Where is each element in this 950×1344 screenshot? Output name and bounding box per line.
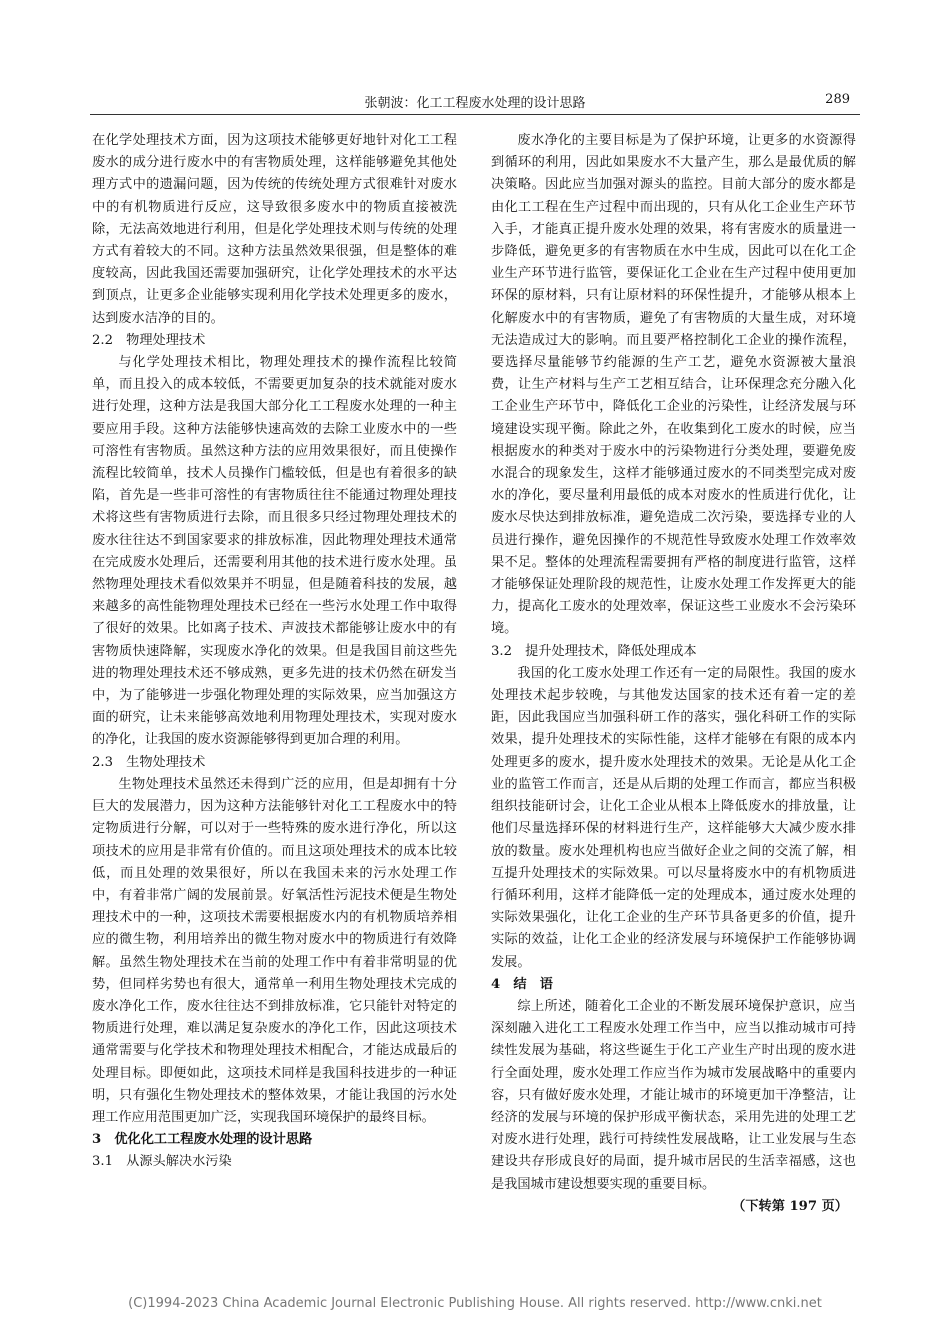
section-heading-3-1: 3.1 从源头解决水污染 [92, 1154, 232, 1170]
copyright-footer: (C)1994-2023 China Academic Journal Electronic Publishing House. All rights reserved. http://www.cnki.net [128, 1296, 822, 1311]
paragraph: 在化学处理技术方面，因为这项技术能够更好地针对化工工程废水的成分进行废水中的有害物质处理，这样能够避免其他处理方式中的遗漏问题，因为传统的传统处理方式很难针对废水中的有机物质进行反应，这导致很多废水中的物质直接被洗除，无法高效地进行利用，但是化学处理技术则与传统的处理方式有着较大的不同。这种方法虽然效果很强，但是整体的难度较高，因此我国还需要加强研究，让化学处理技术的水平达到顶点，让更多企业能够实现利用化学技术处理更多的废水，达到废水洁净的目的。 [92, 133, 457, 326]
running-title: 张朝波：化工工程废水处理的设计思路 [364, 96, 586, 111]
section-heading-3-2: 3.2 提升处理技术，降低处理成本 [491, 643, 697, 659]
paragraph: 与化学处理技术相比，物理处理技术的操作流程比较简单，而且投入的成本较低，不需要更加复杂的技术就能对废水进行处理，这种方法是我国大部分化工工程废水处理的一种主要应用手段。这种方法能够快速高效的去除工业废水中的一些可溶性有害物质。虽然这种方法的应用效果很好，而且使操作流程比较简单，技术人员操作门槛较低，但是也有着很多的缺陷，首先是一些非可溶性的有害物质往往不能通过物理处理技术将这些有害物质进行去除，而且很多只经过物理处理技术的废水往往达不到国家要求的排放标准，因此物理处理技术通常在完成废水处理后，还需要利用其他的技术进行废水处理。虽然物理处理技术看似效果并不明显，但是随着科技的发展，越来越多的高性能物理处理技术已经在一些污水处理工作中取得了很好的效果。比如离子技术、声波技术都能够让废水中的有害物质快速降解，实现废水净化的效果。但是我国目前这些先进的物理处理技术还不够成熟，更多先进的技术仍然在研发当中，为了能够进一步强化物理处理的实际效果，应当加强这方面的研究，让未来能够高效地利用物理处理技术，实现对废水的净化，让我国的废水资源能够得到更加合理的利用。 [92, 355, 457, 748]
page-number: 289 [825, 92, 850, 107]
left-column [92, 130, 457, 1174]
paragraph: 我国的化工废水处理工作还有一定的局限性。我国的废水处理技术起步较晚，与其他发达国家的技术还有着一定的差距，因此我国应当加强科研工作的落实，强化科研工作的实际效果，提升处理技术的实际性能，这样才能够在有限的成本内处理更多的废水，提升废水处理技术的效果。无论是从化工企业的监管工作而言，还是从后期的处理工作而言，都应当积极组织技能研讨会，让化工企业从根本上降低废水的排放量，让他们尽量选择环保的材料进行生产，这样能够大大减少废水排放的数量。废水处理机构也应当做好企业之间的交流了解，相互提升处理技术的实际效果。可以尽量将废水中的有机物质进行循环利用，这样才能降低一定的处理成本，通过废水处理的实际效果强化，让化工企业的生产环节具备更多的价值，提升实际的效益，让化工企业的经济发展与环境保护工作能够协调发展。 [491, 665, 856, 970]
continued-note: （下转第 197 页） [732, 1198, 848, 1214]
paragraph: 综上所述，随着化工企业的不断发展环境保护意识，应当深刻融入进化工工程废水处理工作当中，应当以推动城市可持续性发展为基础，将这些诞生于化工产业生产时出现的废水进行全面处理，废水处理工作应当作为城市发展战略中的重要内容，只有做好废水处理，才能让城市的环境更加干净整洁，让经济的发展与环境的保护形成平衡状态，采用先进的处理工艺对废水进行处理，践行可持续性发展战略，让工业发展与生态建设共存形成良好的局面，提升城市居民的生活幸福感，这也是我国城市建设想要实现的重要目标。 [491, 998, 856, 1192]
paragraph: 废水净化的主要目标是为了保护环境，让更多的水资源得到循环的利用，因此如果废水不大量产生，那么是最优质的解决策略。因此应当加强对源头的监控。目前大部分的废水都是由化工工程在生产过程中而出现的，只有从化工企业生产环节入手，才能真正提升废水处理的效果，将有害废水的质量进一步降低，避免更多的有害物质在水中生成，因此可以在化工企业生产环节进行监管，要保证化工企业在生产过程中使用更加环保的原材料，只有让原材料的环保性提升，才能够从根本上化解废水中的有害物质，避免了有害物质的大量生成，对环境无法造成过大的影响。而且要严格控制化工企业的操作流程，要选择尽量能够节约能源的生产工艺，避免水资源被大量浪费，让生产材料与生产工艺相互结合，让环保理念充分融入化工企业生产环节中，降低化工企业的污染性，让经济发展与环境建设实现平衡。除此之外，在收集到化工废水的时候，应当根据废水的种类对于废水中的污染物进行分类处理，要避免废水混合的现象发生，这样才能够通过废水的不同类型完成对废水的净化，要尽量利用最低的成本对废水的性质进行优化，让废水尽快达到排放标准，避免造成二次污染，要选择专业的人员进行操作，避免因操作的不规范性导致废水处理工作效率效果不足。整体的处理流程需要拥有严格的制度进行监管，这样才能够保证处理阶段的规范性，让废水处理工作发挥更大的能力，提高化工废水的处理效率，保证这些工业废水不会污染环境。 [491, 133, 856, 637]
section-heading-2-2: 2.2 物理处理技术 [92, 332, 206, 348]
right-column [491, 130, 856, 1218]
section-heading-4: 4 结 语 [491, 976, 553, 992]
running-header [90, 90, 860, 115]
paragraph: 生物处理技术虽然还未得到广泛的应用，但是却拥有十分巨大的发展潜力，因为这种方法能够针对化工工程废水中的特定物质进行分解，可以对于一些特殊的废水进行净化，所以这项技术的应用是非常有价值的。而且这项处理技术的成本比较低，而且处理的效果很好，所以在我国未来的污水处理工作中，有着非常广阔的发展前景。好氧活性污泥技术便是生物处理技术中的一种，这项技术需要根据废水内的有机物质培养相应的微生物，利用培养出的微生物对废水中的物质进行有效降解。虽然生物处理技术在当前的处理工作中有着非常明显的优势，但同样劣势也有很大，通常单一利用生物处理技术完成的废水净化工作，废水往往达不到排放标准，它只能针对特定的物质进行处理，难以满足复杂废水的净化工作，因此这项技术通常需要与化学技术和物理处理技术相配合，才能达成最后的处理目标。即便如此，这项技术同样是我国科技进步的一种证明，只有强化生物处理技术的整体效果，才能让我国的污水处理工作应用范围更加广泛，实现我国环境保护的最终目标。 [92, 776, 457, 1125]
section-heading-3: 3 优化化工工程废水处理的设计思路 [92, 1132, 313, 1148]
section-heading-2-3: 2.3 生物处理技术 [92, 754, 206, 770]
